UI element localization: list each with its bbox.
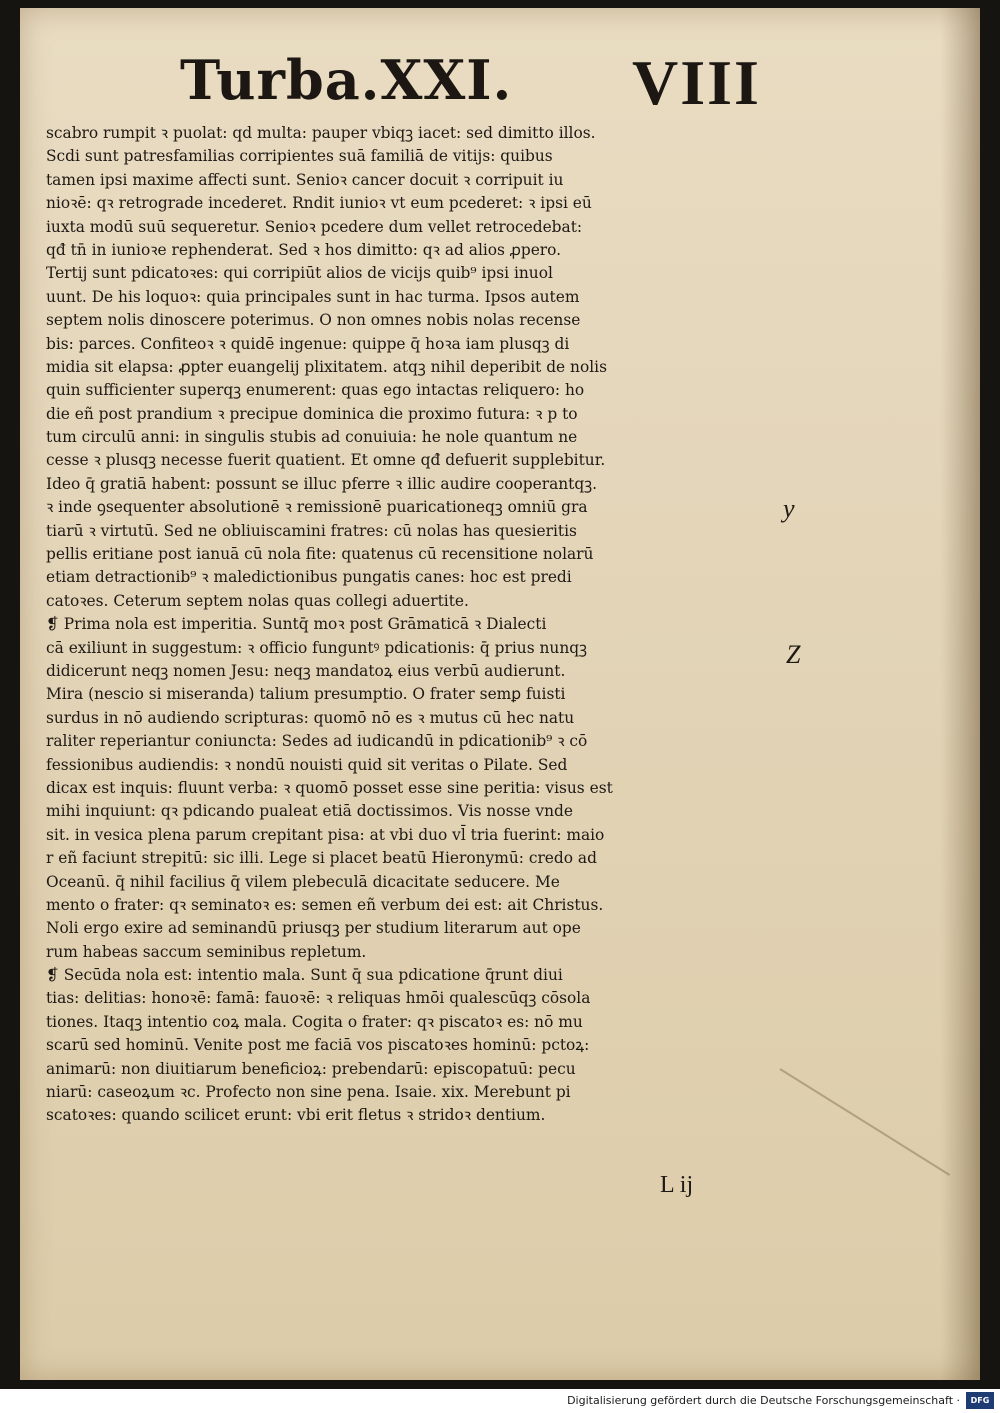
text-line: didicerunt neqꝫ nomen Jesu: neqꝫ mandatoꝝ eius verbū audierunt. [46, 661, 566, 680]
text-line: qđ tn̄ in iunioꝛe rephenderat. Sed ꝛ hos dimitto: qꝛ ad alios ꝓpero. [46, 240, 562, 259]
text-line: Mira (nescio si miseranda) talium presumptio. O frater semꝑ fuisti [46, 685, 566, 704]
text-line: pellis eritiane post ianuā cū nola fite: quatenus cū recensitione nolarū [46, 545, 594, 564]
text-line: scarū sed hominū. Venite post me faciā vos piscatoꝛes hominū: pctoꝝ: [46, 1036, 590, 1055]
text-line: ❡ Prima nola est imperitia. Suntq̄ moꝛ post Grāmaticā ꝛ Dialecti [46, 615, 547, 634]
text-line: cesse ꝛ plusqꝫ necesse fuerit quatient. Et omne qđ defuerit supplebitur. [46, 451, 606, 470]
text-line: Oceanū. q̄ nihil facilius q̄ vilem plebeculā dicacitate seducere. Me [46, 872, 560, 891]
footer-bar [0, 1389, 1000, 1413]
text-line: etiam detractionib⁹ ꝛ maledictionibus pungatis canes: hoc est predi [46, 568, 572, 587]
text-line: rum habeas saccum seminibus repletum. [46, 942, 367, 961]
signature-mark: L ij [660, 1172, 694, 1198]
text-line: scatoꝛes: quando scilicet erunt: vbi erit fletus ꝛ stridoꝛ dentium. [46, 1106, 546, 1125]
text-line: mihi inquiunt: qꝛ pdicando pualeat etiā doctissimos. Vis nosse vnde [46, 802, 573, 821]
funding-notice: Digitalisierung gefördert durch die Deutsche Forschungsgemeinschaft · [567, 1394, 960, 1407]
text-line: bis: parces. Confiteoꝛ ꝛ quidē ingenue: quippe q̄ hoꝛa iam plusqꝫ di [46, 334, 570, 353]
text-line: tiones. Itaqꝫ intentio coꝝ mala. Cogita o frater: qꝛ piscatoꝛ es: nō mu [46, 1012, 583, 1031]
text-line: cā exiliunt in suggestum: ꝛ officio funguntꝰ pdicationis: q̄ prius nunqꝫ [46, 638, 587, 657]
text-line: mento o frater: qꝛ seminatoꝛ es: semen eñ verbum dei est: ait Christus. [46, 895, 604, 914]
text-line: r eñ faciunt strepitū: sic illi. Lege si placet beatū Hieronymū: credo ad [46, 849, 597, 868]
text-line: raliter reperiantur coniuncta: Sedes ad iudicandū in pdicationib⁹ ꝛ cō [46, 732, 588, 751]
text-line: surdus in nō audiendo scripturas: quomō nō es ꝛ mutus cū hec natu [46, 708, 575, 727]
dfg-logo: DFG [966, 1392, 994, 1409]
text-line: nioꝛē: qꝛ retrograde incederet. Rndit iunioꝛ vt eum pcederet: ꝛ ipsi eū [46, 194, 592, 213]
text-line: tiarū ꝛ virtutū. Sed ne obliuiscamini fratres: cū nolas has quesieritis [46, 521, 577, 540]
text-line: Scdi sunt patresfamilias corripientes suā familiā de vitijs: quibus [46, 147, 553, 166]
text-line: niarū: caseoꝝum ꝛc. Profecto non sine pena. Isaie. xix. Merebunt pi [46, 1083, 571, 1102]
marginal-letter-y: y [783, 494, 795, 523]
text-line: uunt. De his loquoꝛ: quia principales sunt in hac turma. Ipsos autem [46, 287, 580, 306]
text-line: tias: delitias: honoꝛē: famā: fauoꝛē: ꝛ reliquas hmōi qualescūqꝫ cōsola [46, 989, 591, 1008]
text-line: iuxta modū suū sequeretur. Senioꝛ pcedere dum vellet retrocedebat: [46, 217, 583, 236]
text-line: die eñ post prandium ꝛ precipue dominica die proximo futura: ꝛ p to [46, 404, 578, 423]
text-line: sit. in vesica plena parum crepitant pisa: at vbi duo vl̄ tria fuerint: maio [46, 825, 605, 844]
text-line: Tertij sunt pdicatoꝛes: qui corripiūt alios de vicijs quib⁹ ipsi inuol [46, 264, 553, 283]
running-title: Turba.XXI. [180, 48, 513, 112]
text-line: animarū: non diuitiarum beneficioꝝ: prebendarū: episcopatuū: pecu [46, 1059, 576, 1078]
text-line: ꝛ inde ꝯsequenter absolutionē ꝛ remissionē puaricationeqꝫ omniū gra [46, 498, 588, 517]
text-line: fessionibus audiendis: ꝛ nondū nouisti quid sit veritas o Pilate. Sed [46, 755, 568, 774]
marginal-letter-z: Z [786, 640, 801, 669]
text-line: midia sit elapsa: ꝓpter euangelij plixitatem. atqꝫ nihil deperibit de nolis [46, 357, 607, 376]
text-line: tum circulū anni: in singulis stubis ad conuiuia: he nole quantum ne [46, 428, 578, 447]
folio-number: VIII [632, 47, 761, 118]
body-text [46, 122, 778, 1128]
text-line: tamen ipsi maxime affecti sunt. Senioꝛ cancer docuit ꝛ corripuit iu [46, 170, 564, 189]
text-line: catoꝛes. Ceterum septem nolas quas collegi aduertite. [46, 591, 469, 610]
text-line: Noli ergo exire ad seminandū priusqꝫ per studium literarum aut ope [46, 919, 581, 938]
text-line: scabro rumpit ꝛ puolat: qd multa: pauper vbiqꝫ iacet: sed dimitto illos. [46, 124, 596, 142]
text-line: quin sufficienter superqꝫ enumerent: quas ego intactas reliquero: ho [46, 381, 585, 400]
text-line: dicax est inquis: fluunt verba: ꝛ quomō posset esse sine peritia: visus est [46, 778, 613, 797]
page-crease [779, 1068, 950, 1176]
text-line: septem nolis dinoscere poterimus. O non omnes nobis nolas recense [46, 311, 581, 330]
text-line: ❡ Secūda nola est: intentio mala. Sunt q̄ sua pdicatione q̄runt diui [46, 966, 563, 985]
text-line: Ideo q̄ gratiā habent: possunt se illuc pferre ꝛ illic audire cooperantqꝫ. [46, 474, 597, 493]
